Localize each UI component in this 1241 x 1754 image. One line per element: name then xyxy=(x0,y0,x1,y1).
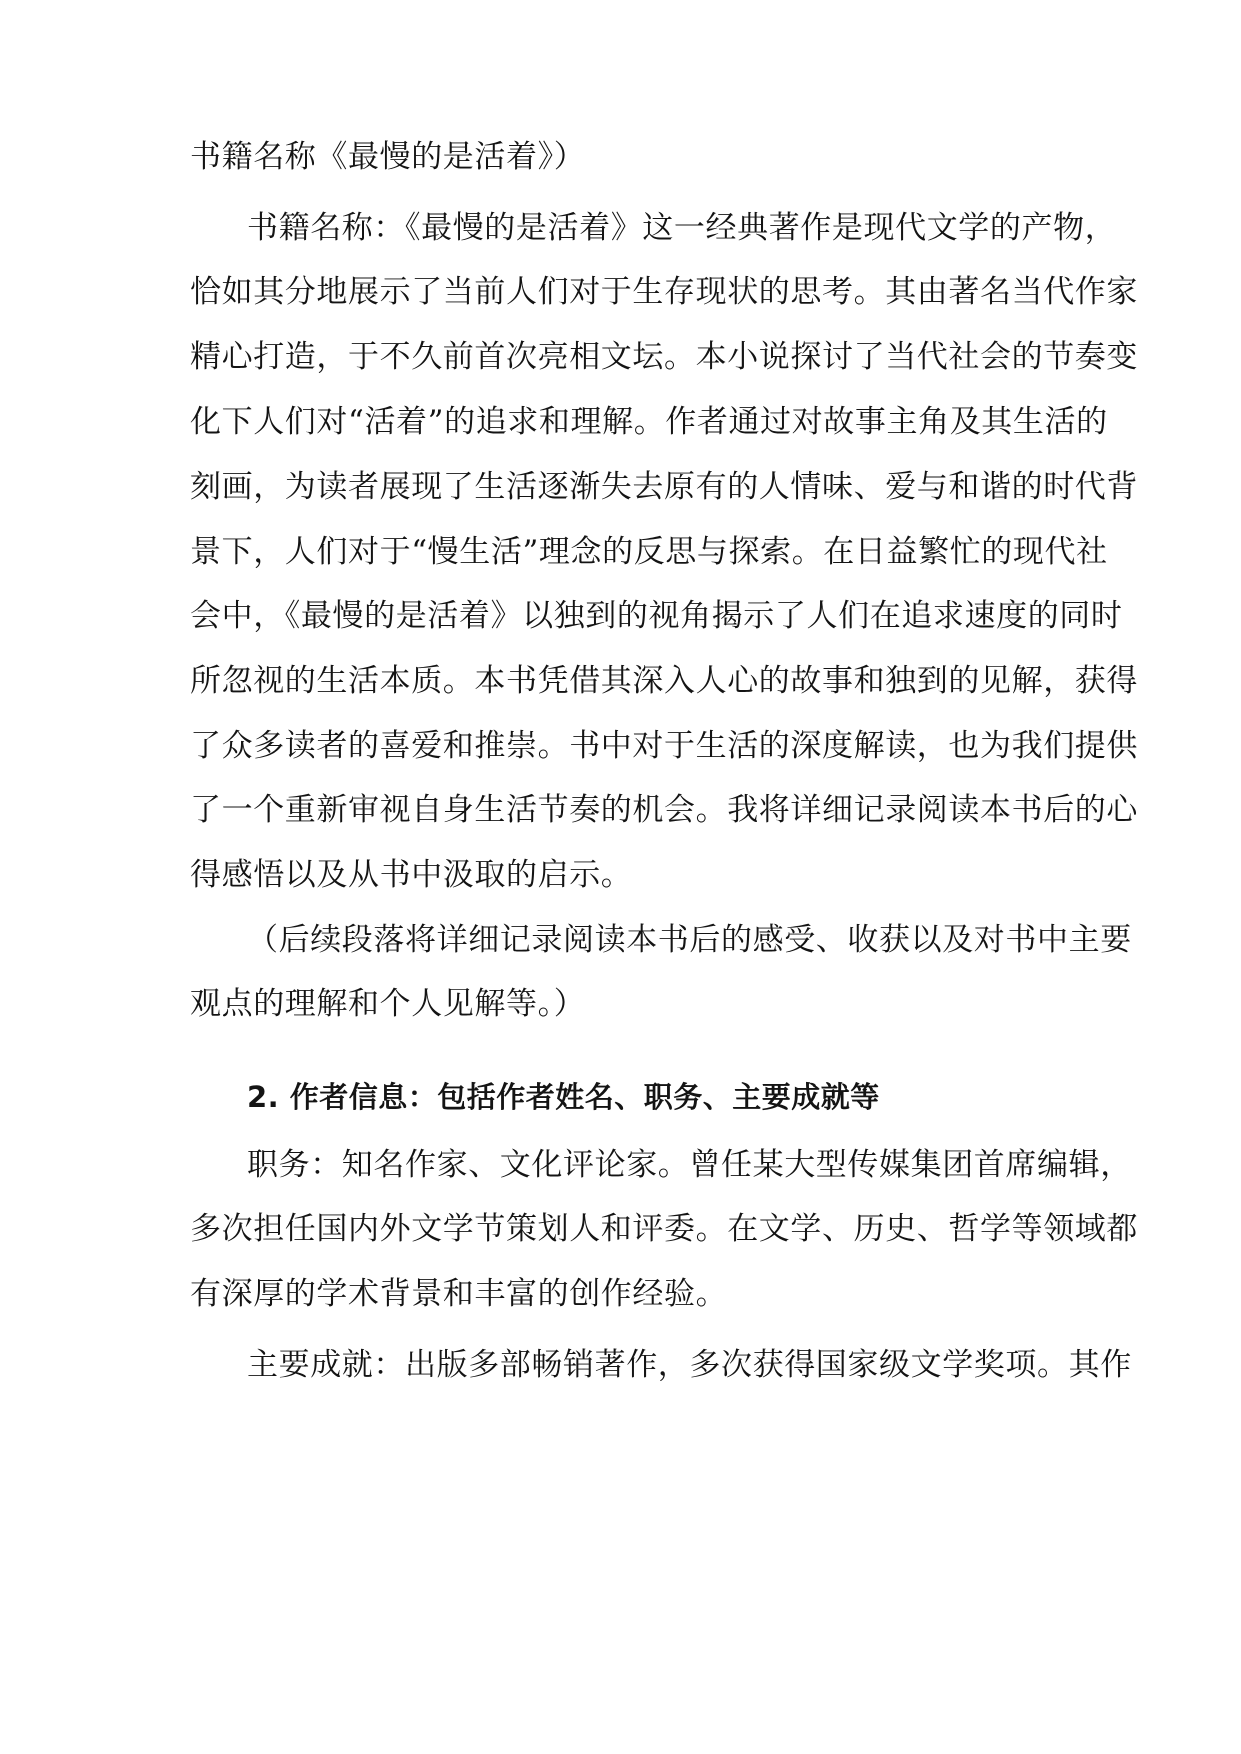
intro-paragraph-line: 会中，《最慢的是活着》以独到的视角揭示了人们在追求速度的同时 xyxy=(190,598,1123,634)
book-title-line: 书籍名称《最慢的是活着》） xyxy=(190,139,586,175)
section-heading: 2. 作者信息：包括作者姓名、职务、主要成就等 xyxy=(247,1080,880,1114)
intro-paragraph-line: 精心打造，于不久前首次亮相文坛。本小说探讨了当代社会的节奏变 xyxy=(190,339,1138,375)
intro-paragraph-line: 恰如其分地展示了当前人们对于生存现状的思考。其由著名当代作家 xyxy=(190,274,1138,310)
achievements-paragraph-line: 主要成就：出版多部畅销著作，多次获得国家级文学奖项。其作 xyxy=(247,1347,1132,1383)
note-paragraph-line: （后续段落将详细记录阅读本书后的感受、收获以及对书中主要 xyxy=(247,922,1132,958)
position-paragraph-line: 有深厚的学术背景和丰富的创作经验。 xyxy=(190,1276,728,1312)
intro-paragraph-line: 所忽视的生活本质。本书凭借其深入人心的故事和独到的见解，获得 xyxy=(190,663,1138,699)
note-paragraph-line: 观点的理解和个人见解等。） xyxy=(190,986,586,1022)
position-paragraph-line: 多次担任国内外文学节策划人和评委。在文学、历史、哲学等领域都 xyxy=(190,1211,1138,1247)
intro-paragraph-line: 刻画，为读者展现了生活逐渐失去原有的人情味、爱与和谐的时代背 xyxy=(190,469,1138,505)
position-paragraph-line: 职务：知名作家、文化评论家。曾任某大型传媒集团首席编辑， xyxy=(247,1147,1132,1183)
intro-paragraph-line: 了一个重新审视自身生活节奏的机会。我将详细记录阅读本书后的心 xyxy=(190,792,1138,828)
intro-paragraph-line: 得感悟以及从书中汲取的启示。 xyxy=(190,857,633,893)
intro-paragraph-line: 了众多读者的喜爱和推崇。书中对于生活的深度解读，也为我们提供 xyxy=(190,728,1138,764)
intro-paragraph-line: 书籍名称：《最慢的是活着》这一经典著作是现代文学的产物， xyxy=(247,210,1117,246)
intro-paragraph-line: 景下，人们对于“慢生活”理念的反思与探索。在日益繁忙的现代社 xyxy=(190,534,1108,570)
intro-paragraph-line: 化下人们对“活着”的追求和理解。作者通过对故事主角及其生活的 xyxy=(190,404,1108,440)
